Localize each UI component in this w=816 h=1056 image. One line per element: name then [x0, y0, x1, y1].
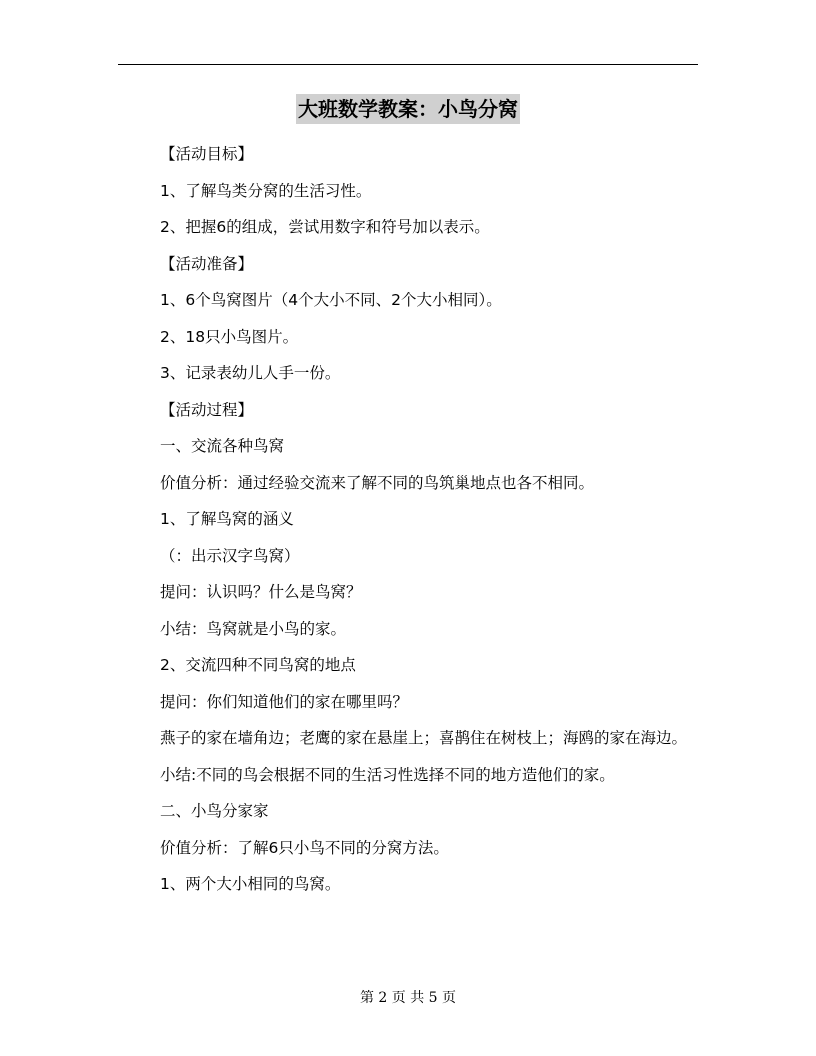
- value-analysis: 价值分析：了解6只小鸟不同的分窝方法。: [160, 838, 449, 857]
- process-step-heading: 二、小鸟分家家: [160, 802, 269, 820]
- summary-text: 小结:不同的鸟会根据不同的生活习性选择不同的地方造他们的家。: [160, 765, 615, 784]
- process-note: （：出示汉字鸟窝）: [160, 546, 300, 565]
- page-number: 第 2 页 共 5 页: [359, 990, 457, 1006]
- section-heading-process: 【活动过程】: [160, 400, 254, 419]
- goal-item: 2、把握6的组成，尝试用数字和符号加以表示。: [160, 218, 490, 236]
- answer-text: 燕子的家在墙角边；老鹰的家在悬崖上；喜鹊住在树枝上；海鸥的家在海边。: [160, 729, 688, 747]
- preparation-item: 2、18只小鸟图片。: [160, 327, 299, 346]
- document-body: [118, 136, 700, 903]
- section-heading-goals: 【活动目标】: [160, 145, 254, 163]
- question-text: 提问：认识吗？什么是鸟窝？: [160, 583, 362, 601]
- title-container: [0, 94, 816, 124]
- process-substep: 1、了解鸟窝的涵义: [160, 510, 294, 528]
- section-heading-preparation: 【活动准备】: [160, 254, 254, 273]
- document-title: 大班数学教案：小鸟分窝: [296, 94, 520, 124]
- process-substep: 1、两个大小相同的鸟窝。: [160, 875, 341, 893]
- value-analysis: 价值分析：通过经验交流来了解不同的鸟筑巢地点也各不相同。: [160, 473, 595, 492]
- summary-text: 小结：鸟窝就是小鸟的家。: [160, 619, 347, 638]
- goal-item: 1、了解鸟类分窝的生活习性。: [160, 181, 372, 200]
- preparation-item: 1、6个鸟窝图片（4个大小不同、2个大小相同）。: [160, 291, 502, 309]
- process-step-heading: 一、交流各种鸟窝: [160, 437, 285, 455]
- process-substep: 2、交流四种不同鸟窝的地点: [160, 656, 356, 674]
- header-rule: [118, 64, 698, 65]
- question-text: 提问：你们知道他们的家在哪里吗？: [160, 692, 409, 711]
- preparation-item: 3、记录表幼儿人手一份。: [160, 364, 341, 382]
